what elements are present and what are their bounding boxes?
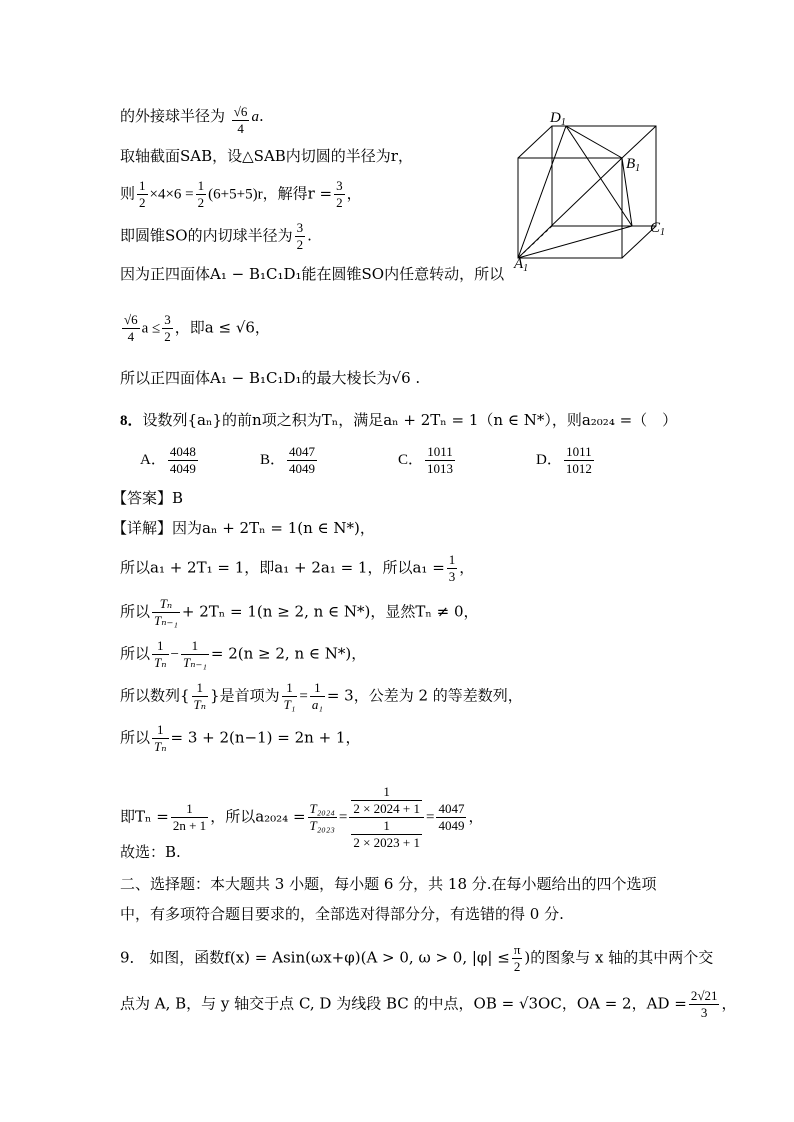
cube-figure [510,108,690,274]
q8-option-d: D． $\frac{1011}{1012}$ [536,444,592,476]
q8-detail-line4: 所以 $\frac{1}{\text{Tₙ}}$ − $\frac{1}{\text{Tₙ₋₁}}$ = 2(n ≥ 2, n ∈ N*)， [120,638,367,670]
q8-conclusion: 故选：B. [120,843,181,861]
q8-detail-line7: 即Tₙ = $\frac{1}{2n + 1}$ ，所以a₂₀₂₄ = $\frac{\text{T₂₀₂₄}}{\text{T₂₀₂₃}}$ = $\frac{\frac{1}{2 \times 2024 + 1}}{\frac{1}{2 \times 2023 + 1}}$ = $\frac{4047}{4049}$ ， [120,784,484,850]
q8-detail-line3: 所以 $\frac{\text{Tₙ}}{\text{Tₙ₋₁}}$ + 2Tₙ = 1(n ≥ 2, n ∈ N*)，显然Tₙ ≠ 0， [120,596,479,628]
label-d1: $D_1$ [550,110,566,128]
q9-line2: 点为 A, B，与 y 轴交于点 C, D 为线段 BC 的中点，OB = √3OC，OA = 2，AD = $\frac{2√21}{3}$ ， [120,988,737,1020]
line-rotation: 因为正四面体A₁ − B₁C₁D₁能在圆锥SO内任意转动，所以 [120,265,505,283]
q8-detail-line1: 【详解】因为aₙ + 2Tₙ = 1(n ∈ N*)， [112,519,375,537]
q8-option-c: C． $\frac{1011}{1013}$ [398,444,454,476]
line-max-edge: 所以正四面体A₁ − B₁C₁D₁的最大棱长为√6 . [120,369,421,387]
q9-line1: 9． 如图，函数f(x) = Asin(ωx+φ)(A > 0, ω > 0, |φ| ≤ $\frac{\pi}{2}$ )的图象与 x 轴的其中两个交 [120,942,714,974]
line-inscribed-radius: 即圆锥SO的内切球半径为 $\frac{3}{2}$ . [120,220,312,252]
line-circumradius: 的外接球半径为 $\frac{√6}{4}$ a. [120,104,264,136]
q8-detail-line5: 所以数列{ $\frac{1}{\text{Tₙ}}$ }是首项为 $\frac{1}{\text{T₁}}$ = $\frac{1}{\text{a₁}}$ = 3，公差为 2 的等差数列， [120,680,523,712]
q8-option-a: A． $\frac{4048}{4049}$ [140,444,196,476]
q8-answer: 【答案】B [112,489,184,507]
label-b1: $B_1$ [626,156,641,174]
line-axial-section: 取轴截面SAB，设△SAB内切圆的半径为r， [120,147,413,165]
label-a1: $A_1$ [514,256,529,274]
section2-line2: 中，有多项符合题目要求的，全部选对得部分分，有选错的得 0 分. [120,905,564,923]
line-solve-r: 则 $\frac{1}{2}$ ×4×6 = $\frac{1}{2}$ (6+5+5)r，解得r = $\frac{3}{2}$ ， [120,178,362,210]
line-inequality: $\frac{√6}{4}$ a ≤ $\frac{3}{2}$ ，即a ≤ √6， [124,312,270,344]
q8-stem: 8．设数列{aₙ}的前n项之积为Tₙ，满足aₙ + 2Tₙ = 1（n ∈ N*），则a₂₀₂₄ =（ ） [120,411,678,429]
label-c1: $C_1$ [650,220,666,238]
q8-detail-line6: 所以 $\frac{1}{\text{Tₙ}}$ = 3 + 2(n−1) = 2n + 1， [120,722,361,754]
section2-line1: 二、选择题：本大题共 3 小题，每小题 6 分，共 18 分.在每小题给出的四个选项 [120,875,657,893]
q8-detail-line2: 所以a₁ + 2T₁ = 1，即a₁ + 2a₁ = 1，所以a₁ = $\frac{1}{3}$ ， [120,552,475,584]
q8-option-b: B． $\frac{4047}{4049}$ [260,444,316,476]
